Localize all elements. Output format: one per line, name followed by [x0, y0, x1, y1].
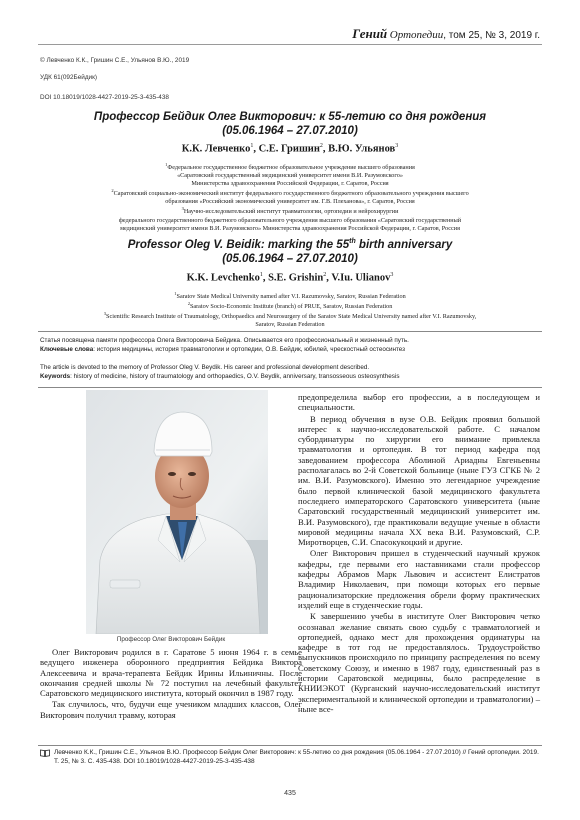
- en-affil-2: Saratov Socio-Economic Institute (branch) of PRUE, Saratov, Russian Federation: [189, 303, 393, 311]
- header-rule: [38, 44, 542, 45]
- ru-author-2: С.Е. Гришин: [258, 143, 320, 155]
- ru-affil-3: Министерства здравоохранения Российской Федерации, г. Саратов, Россия: [191, 180, 389, 188]
- journal-header: [352, 26, 540, 42]
- en-title-sup: th: [349, 238, 356, 246]
- doi: DOI 10.18019/1028-4427-2019-25-3-435-438: [40, 94, 169, 101]
- ru-affil-4: Саратовский социально-экономический институт федерального государственного бюджетного образовательного учреждения высшего: [113, 190, 469, 198]
- copyright: © Левченко К.К., Гришин С.Е., Ульянов В.Ю., 2019: [40, 57, 190, 64]
- left-column: [40, 647, 302, 720]
- ru-author-1: К.К. Левченко: [181, 143, 251, 155]
- ru-affil-7: федерального государственного бюджетного образовательного учреждения высшего образования «Саратовский государственный: [118, 216, 462, 224]
- left-paragraph-1: Олег Викторович родился в г. Саратове 5 июня 1964 г. в семье ведущего инженера оборонного предприятия Бейдика Виктора Алексеевича и врача-терапевта Бейдик Ирины Ильиничны. После окончания средней школы № 72 поступил на лечебный факультет Саратовского медицинского института, который окончил в 1987 году.: [40, 647, 302, 699]
- en-affil-4: Saratov, Russian Federation: [255, 321, 325, 329]
- abstract-bottom-rule: [38, 387, 542, 388]
- abstract-ru-text: Статья посвящена памяти профессора Олега Викторовича Бейдика. Описывается его профессиональный и жизненный путь.: [40, 337, 409, 344]
- abstract-en-text: The article is devoted to the memory of Professor Oleg V. Beydik. His career and professional development described.: [40, 364, 370, 371]
- keywords-ru-label: Ключевые слова: [40, 345, 94, 353]
- ru-affil-1: Федеральное государственное бюджетное образовательное учреждение высшего образования: [167, 164, 415, 172]
- abstract-en: [40, 364, 540, 381]
- ru-title: [40, 110, 540, 139]
- ru-title-line2: (05.06.1964 – 27.07.2010): [222, 125, 358, 138]
- right-paragraph-0: предопределила выбор его профессии, а в последующем и специальности.: [298, 392, 540, 413]
- ru-authors: К.К. Левченко$^1$, С.Е. Гришин$^2$, В.Ю. Ульянов$^3$: [181, 143, 399, 155]
- left-paragraph-2: Так случилось, что, будучи еще учеником младших классов, Олег Викторович получил травму, которая: [40, 699, 302, 720]
- ru-affil-2: «Саратовский государственный медицинский университет имени В.И. Разумовского»: [177, 172, 403, 180]
- photo-caption: Профессор Олег Викторович Бейдик: [116, 636, 226, 643]
- ru-title-line1: Профессор Бейдик Олег Викторович: к 55-летию со дня рождения: [93, 111, 487, 123]
- journal-subtitle: Ортопедии: [389, 29, 444, 41]
- en-author-3: V.Iu. Ulianov: [331, 272, 391, 284]
- en-author-2: S.E. Grishin: [268, 272, 324, 284]
- citation-text: Левченко К.К., Гришин С.Е., Ульянов В.Ю. Профессор Бейдик Олег Викторович: к 55-летию со дня рождения (05.06.1964 - 27.07.2010) // Гений ортопедии. 2019. Т. 25, № 3. С. 435-438. DOI 10.18019/1028-4427-2019-25-3-435-438: [54, 749, 539, 765]
- en-affil-3: Scientific Research Institute of Traumatology, Orthopaedics and Neurosurgery of the Saratov State Medical University named after V.I. Razumovsky,: [106, 313, 477, 321]
- udk: УДК 61(092Бейдик): [40, 74, 98, 81]
- en-title-line2: (05.06.1964 – 27.07.2010): [222, 253, 358, 266]
- abstract-ru: [40, 337, 540, 354]
- open-book-icon: [40, 749, 50, 757]
- en-affil-1: Saratov State Medical University named after V.I. Razumovsky, Saratov, Russian Federation: [176, 293, 406, 301]
- en-title-line1: Professor Oleg V. Beidik: marking the 55: [127, 239, 350, 251]
- abstract-top-rule: [38, 331, 542, 332]
- ru-affil-8: медицинский университет имени В.И. Разумовского» Министерства здравоохранения Российской Федерации, г. Саратов, Россия: [120, 224, 460, 232]
- keywords-ru: : история медицины, история травматологии и ортопедии, О.В. Бейдик, юбилей, чрескостный остеосинтез: [93, 345, 406, 353]
- citation-rule: [38, 745, 542, 746]
- en-affiliations: $^1$Saratov State Medical University named after V.I. Razumovsky, Saratov, Russian Federation $^2$Saratov Socio-Economic Institute (branch) of PRUE, Saratov, Russian Federation $^3$Scientific Research Institute of Traumatology, Orthopaedics and Neurosurgery of the Saratov State Medical University named after V.I. Razumovsky, Saratov, Russian Federation: [40, 291, 540, 329]
- page-number: 435: [284, 790, 296, 797]
- ru-affil-5: образования «Российский экономический университет им. Г.В. Плеханова», г. Саратов, Россия: [165, 198, 415, 206]
- ru-affiliations: $^1$Федеральное государственное бюджетное образовательное учреждение высшего образования «Саратовский государственный медицинский университет имени В.И. Разумовского» Министерства здравоохранения Российской Федерации, г. Саратов, Россия $^2$Саратовский социально-экономический институт федерального государственного бюджетного образовательного учреждения высшего образования «Российский экономический университет им. Г.В. Плеханова», г. Саратов, Россия $^3$Научно-исследовательский институт травматологии, ортопедии и нейрохирургии федерального государственного бюджетного образовательного учреждения высшего образования «Саратовский государственный медицинский университет имени В.И. Разумовского» Министерства здравоохранения Российской Федерации, г. Саратов, Россия: [40, 162, 540, 233]
- en-authors: K.K. Levchenko$^1$, S.E. Grishin$^2$, V.Iu. Ulianov$^3$: [186, 272, 394, 284]
- en-title: [40, 238, 540, 267]
- journal-logo: Гений: [352, 26, 388, 41]
- en-title-line1-end: birth anniversary: [355, 239, 453, 251]
- en-author-1: K.K. Levchenko: [186, 272, 260, 284]
- journal-volume: , том 25, № 3, 2019 г.: [443, 30, 540, 41]
- ru-author-3: В.Ю. Ульянов: [328, 143, 396, 155]
- portrait-photo: [86, 390, 268, 634]
- right-paragraph-1: В период обучения в вузе О.В. Бейдик проявил большой интерес к научно-исследовательской работе. С началом субординатуры по хирургии его внимание привлекла травматология и ортопедия. В тот период кафедра под заведованием профессора Аболиной Ариадны Евгеньевны располагалась во 2-й Советской больнице (ныне ГУЗ СГКБ № 2 им. В.И. Разумовского). Именно это легендарное учреждение было первой клинической базой медицинского факультета последнего императорского Саратовского университета (ныне Саратовский государственный медицинский университет им. В.И. Разумовского), где практиковали ведущие ученые в области мировой медицины начала XX века В.И. Разумовский, С.Р. Миротворцев, С.И. Спасокукоцкий и другие.: [298, 413, 540, 548]
- citation: [40, 749, 540, 767]
- ru-affil-6: Научно-исследовательский институт травматологии, ортопедии и нейрохирургии: [183, 208, 399, 216]
- right-paragraph-3: К завершению учебы в институте Олег Викторович четко осознавал желание связать свою судьбу с травматологией и ортопедией, однако мест для прохождения ординатуры на кафедре в тот год не предоставлялось. Трудоустройство выпускников происходило по принципу распределения по всему Советскому Союзу, и именно в 1987 году, единственный раз в истории Саратовской медицины, было распределение в КНИИЭКОТ (Курганский научно-исследовательский институт экспериментальной и клинической ортопедии и травматологии) – ныне все-: [298, 611, 540, 714]
- keywords-en: : history of medicine, history of traumatology and orthopaedics, O.V. Beydik, anniversary, transosseous osteosynthesis: [70, 372, 400, 380]
- right-column: [298, 392, 540, 714]
- right-paragraph-2: Олег Викторович пришел в студенческий научный кружок кафедры, где первыми его наставниками стали профессор кафедры Абрамов Марк Львович и ассистент Елистратов Владимир Николаевич, при помощи которых его первые рационализаторские предложения обрели форму практических изделий еще в студенческие годы.: [298, 548, 540, 610]
- keywords-en-label: Keywords: [40, 372, 71, 380]
